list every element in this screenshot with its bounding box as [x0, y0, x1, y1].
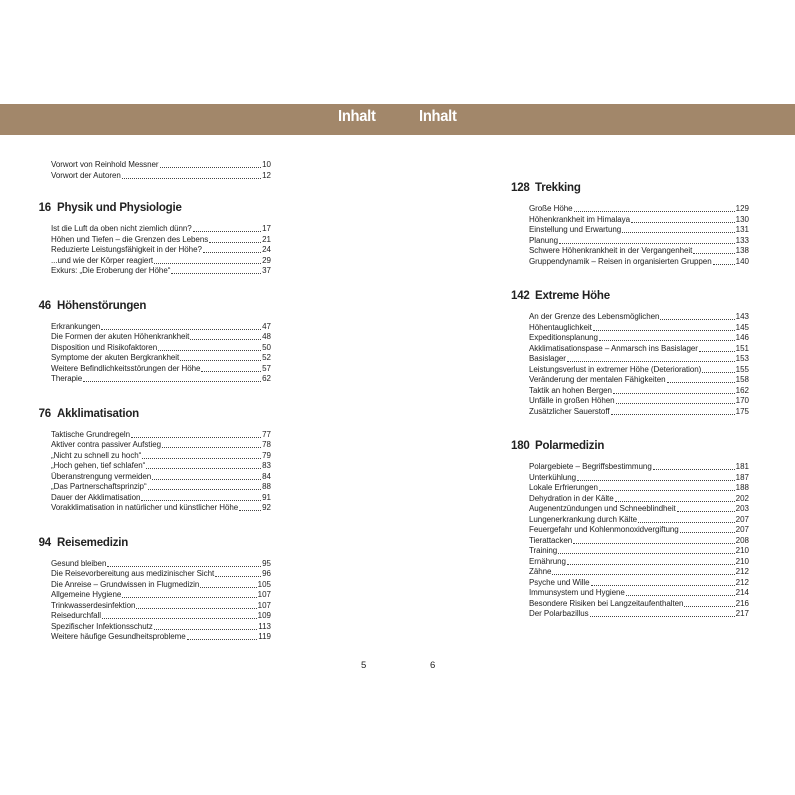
toc-entry-title: Große Höhe — [529, 204, 573, 213]
dot-leader — [613, 393, 735, 394]
toc-entry — [529, 365, 749, 376]
toc-entry-page: 170 — [735, 396, 749, 405]
toc-entry-page: 84 — [262, 471, 271, 481]
toc-entry-title: Allgemeine Hygiene — [51, 590, 122, 599]
toc-entry-page: 207 — [735, 525, 749, 534]
toc-entry-title: „Hoch gehen, tief schlafen“ — [51, 461, 146, 470]
toc-entry — [51, 622, 271, 633]
section-entries — [529, 312, 749, 417]
dot-leader — [599, 490, 735, 491]
intro-entries — [51, 160, 271, 181]
dot-leader — [131, 437, 261, 438]
toc-entry-title: Symptome der akuten Bergkrankheit — [51, 353, 180, 362]
toc-entry-title: Unterkühlung — [529, 472, 576, 482]
toc-entry — [529, 504, 749, 515]
toc-entry-title: Augenentzündungen und Schneeblindheit — [529, 504, 676, 513]
toc-entry-page: 131 — [735, 225, 749, 234]
section-heading — [511, 290, 749, 308]
toc-entry-page: 83 — [262, 461, 271, 470]
toc-entry-title: „Das Partnerschaftsprinzip“ — [51, 482, 147, 491]
dot-leader — [591, 585, 735, 586]
dot-leader — [702, 372, 734, 373]
dot-leader — [160, 167, 262, 168]
toc-entry-page: 92 — [262, 503, 271, 512]
toc-entry-page: 57 — [262, 363, 271, 373]
toc-entry-title: Höhenkrankheit im Himalaya — [529, 214, 630, 224]
toc-entry-title: Trinkwasserdesinfektion — [51, 600, 136, 610]
dot-leader — [83, 381, 261, 382]
toc-entry-page: 207 — [735, 514, 749, 524]
section-heading — [33, 408, 271, 426]
toc-entry — [51, 590, 271, 601]
toc-entry — [529, 246, 749, 257]
toc-entry-title: Ist die Luft da oben nicht ziemlich dünn? — [51, 224, 192, 233]
toc-entry-page: 129 — [735, 204, 749, 213]
section-title: Akklimatisation — [57, 407, 139, 420]
dot-leader — [193, 231, 261, 232]
toc-entry-page: 78 — [262, 440, 271, 449]
toc-entry-title: Zusätzlicher Sauerstoff — [529, 406, 610, 416]
dot-leader — [638, 522, 735, 523]
dot-leader — [567, 361, 735, 362]
toc-entry-title: Besondere Risiken bei Langzeitaufenthalten — [529, 598, 684, 608]
toc-entry-page: 62 — [262, 374, 271, 383]
dot-leader — [107, 566, 261, 567]
toc-entry-page: 212 — [735, 577, 749, 587]
section-heading — [511, 440, 749, 458]
dot-leader — [200, 587, 256, 588]
toc-entry — [51, 171, 271, 182]
toc-entry — [529, 557, 749, 568]
toc-entry-page: 29 — [262, 255, 271, 265]
dot-leader — [190, 339, 261, 340]
dot-leader — [574, 211, 735, 212]
toc-entry — [529, 204, 749, 215]
dot-leader — [171, 273, 261, 274]
section-entries — [51, 322, 271, 385]
dot-leader — [684, 606, 734, 607]
toc-section — [33, 300, 271, 385]
toc-entry — [529, 215, 749, 226]
toc-entry — [51, 580, 271, 591]
section-entries — [51, 224, 271, 277]
right-sections — [511, 182, 749, 620]
dot-leader — [136, 608, 256, 609]
section-entries — [51, 430, 271, 514]
dot-leader — [631, 222, 735, 223]
section-heading — [511, 182, 749, 200]
section-entries — [51, 559, 271, 643]
toc-entry-page: 162 — [735, 385, 749, 395]
toc-entry — [529, 515, 749, 526]
toc-entry-title: Therapie — [51, 374, 83, 383]
toc-entry — [529, 354, 749, 365]
toc-entry-page: 21 — [262, 234, 271, 244]
dot-leader — [677, 511, 735, 512]
page-number-left: 5 — [361, 660, 367, 671]
toc-entry-title: Höhentauglichkeit — [529, 322, 592, 332]
toc-entry-title: Gesund bleiben — [51, 558, 107, 568]
toc-entry-title: Expeditionsplanung — [529, 333, 598, 342]
toc-entry — [51, 224, 271, 235]
toc-entry — [529, 567, 749, 578]
toc-entry-title: Reisedurchfall — [51, 611, 101, 620]
toc-entry-title: Vorakklimatisation in natürlicher und künstlicher Höhe — [51, 503, 239, 512]
dot-leader — [552, 574, 734, 575]
toc-entry — [51, 374, 271, 385]
toc-entry — [529, 375, 749, 386]
dot-leader — [239, 510, 261, 511]
toc-entry-title: Erkrankungen — [51, 321, 101, 331]
header-band — [0, 104, 795, 135]
section-entries — [529, 204, 749, 267]
toc-entry-title: Immunsystem und Hygiene — [529, 588, 625, 597]
toc-entry-title: Vorwort von Reinhold Messner — [51, 160, 159, 169]
toc-entry — [51, 440, 271, 451]
section-page-number: 16 — [38, 202, 51, 214]
toc-entry-page: 95 — [262, 558, 271, 568]
dot-leader — [122, 597, 256, 598]
dot-leader — [626, 595, 735, 596]
toc-entry — [529, 588, 749, 599]
toc-entry-title: Aktiver contra passiver Aufstieg — [51, 440, 162, 449]
toc-entry-page: 24 — [262, 245, 271, 254]
toc-entry-title: Spezifischer Infektionsschutz — [51, 621, 153, 631]
toc-entry — [529, 578, 749, 589]
dot-leader — [215, 576, 261, 577]
toc-entry-title: Ernährung — [529, 556, 566, 566]
toc-entry-page: 217 — [735, 609, 749, 618]
toc-entry — [51, 611, 271, 622]
dot-leader — [559, 243, 735, 244]
toc-entry-title: Unfälle in großen Höhen — [529, 396, 615, 405]
toc-entry — [51, 461, 271, 472]
toc-column-left — [33, 160, 271, 666]
toc-entry — [529, 599, 749, 610]
dot-leader — [102, 618, 257, 619]
toc-entry-page: 107 — [257, 600, 271, 610]
toc-entry-title: Höhen und Tiefen – die Grenzen des Lebens — [51, 234, 209, 244]
toc-entry-page: 17 — [262, 224, 271, 233]
dot-leader — [142, 458, 261, 459]
dot-leader — [567, 564, 735, 565]
dot-leader — [713, 264, 735, 265]
toc-entry-page: 12 — [262, 170, 271, 180]
toc-entry-title: Die Reisevorbereitung aus medizinischer Sicht — [51, 569, 215, 578]
dot-leader — [180, 360, 261, 361]
dot-leader — [593, 330, 735, 331]
toc-entry-title: Überanstrengung vermeiden — [51, 471, 152, 481]
dot-leader — [680, 532, 735, 533]
toc-entry-title: Training — [529, 546, 558, 555]
toc-entry-page: 216 — [735, 598, 749, 608]
toc-entry — [51, 353, 271, 364]
toc-entry — [529, 386, 749, 397]
toc-entry-title: Tierattacken — [529, 535, 573, 545]
dot-leader — [599, 340, 735, 341]
toc-entry-title: Zähne — [529, 567, 552, 576]
toc-entry-title: Polargebiete – Begriffsbestimmung — [529, 462, 652, 471]
toc-entry-title: Weitere häufige Gesundheitsprobleme — [51, 632, 186, 641]
toc-entry-title: Dauer der Akklimatisation — [51, 492, 141, 502]
toc-section — [511, 182, 749, 267]
toc-section — [511, 440, 749, 620]
toc-entry-title: Gruppendynamik – Reisen in organisierten Gruppen — [529, 256, 712, 266]
toc-entry-page: 143 — [735, 312, 749, 321]
toc-entry — [51, 493, 271, 504]
toc-entry-title: Exkurs: „Die Eroberung der Höhe“ — [51, 266, 171, 275]
dot-leader — [693, 253, 734, 254]
toc-entry — [529, 525, 749, 536]
toc-entry — [51, 235, 271, 246]
dot-leader — [616, 403, 735, 404]
dot-leader — [101, 329, 261, 330]
dot-leader — [154, 629, 258, 630]
toc-entry-page: 181 — [735, 462, 749, 471]
toc-entry-title: Taktische Grundregeln — [51, 429, 130, 439]
toc-entry — [51, 245, 271, 256]
dot-leader — [611, 414, 735, 415]
toc-entry — [529, 323, 749, 334]
toc-entry-page: 130 — [735, 214, 749, 224]
toc-entry-title: Einstellung und Erwartung — [529, 225, 622, 234]
toc-entry-page: 48 — [262, 332, 271, 341]
toc-entry-title: Dehydration in der Kälte — [529, 493, 614, 503]
toc-entry-page: 107 — [257, 590, 271, 599]
toc-entry-page: 188 — [735, 483, 749, 492]
toc-entry — [529, 407, 749, 418]
toc-entry — [529, 473, 749, 484]
toc-entry-page: 77 — [262, 429, 271, 439]
toc-entry-title: Basislager — [529, 354, 566, 363]
toc-entry-page: 210 — [735, 556, 749, 566]
toc-entry-title: An der Grenze des Lebensmöglichen — [529, 312, 660, 321]
toc-entry-page: 88 — [262, 482, 271, 491]
toc-entry-title: Planung — [529, 235, 559, 245]
section-title: Physik und Physiologie — [57, 202, 182, 214]
toc-entry-page: 109 — [257, 611, 271, 620]
toc-entry — [529, 312, 749, 323]
toc-entry — [529, 546, 749, 557]
toc-entry-page: 50 — [262, 342, 271, 352]
toc-entry-title: Psyche und Wille — [529, 577, 590, 587]
toc-entry-page: 187 — [735, 472, 749, 482]
toc-entry — [51, 266, 271, 277]
dot-leader — [209, 242, 261, 243]
header-title-left: Inhalt — [338, 108, 376, 125]
toc-entry — [51, 332, 271, 343]
page-number-right: 6 — [430, 660, 436, 671]
toc-entry-title: Feuergefahr und Kohlenmonoxidvergiftung — [529, 525, 679, 534]
toc-entry — [51, 482, 271, 493]
toc-entry — [51, 430, 271, 441]
toc-entry-page: 138 — [735, 246, 749, 255]
toc-entry-page: 133 — [735, 235, 749, 245]
toc-entry-page: 52 — [262, 353, 271, 362]
toc-entry — [51, 559, 271, 570]
toc-entry — [529, 483, 749, 494]
section-title: Trekking — [535, 182, 581, 194]
section-title: Extreme Höhe — [535, 290, 610, 302]
toc-entry-page: 158 — [735, 375, 749, 384]
toc-entry-title: Die Formen der akuten Höhenkrankheit — [51, 332, 190, 341]
toc-entry — [51, 322, 271, 333]
toc-entry-title: ...und wie der Körper reagiert — [51, 255, 154, 265]
toc-section — [33, 408, 271, 514]
toc-entry-title: Taktik an hohen Bergen — [529, 385, 612, 395]
dot-leader — [699, 351, 735, 352]
toc-entry-page: 96 — [262, 569, 271, 578]
toc-entry-title: Lungenerkrankung durch Kälte — [529, 514, 638, 524]
dot-leader — [577, 480, 735, 481]
toc-entry-title: Schwere Höhenkrankheit in der Vergangenheit — [529, 246, 693, 255]
dot-leader — [201, 371, 261, 372]
toc-entry — [51, 472, 271, 483]
dot-leader — [622, 232, 734, 233]
section-page-number: 128 — [511, 182, 530, 194]
section-heading — [33, 300, 271, 318]
toc-entry-title: Die Anreise – Grundwissen in Flugmedizin — [51, 579, 200, 589]
toc-entry — [51, 601, 271, 612]
toc-entry — [529, 344, 749, 355]
section-heading — [33, 202, 271, 220]
toc-entry — [529, 609, 749, 620]
toc-entry-page: 105 — [257, 579, 271, 589]
toc-entry-page: 79 — [262, 450, 271, 460]
section-page-number: 180 — [511, 440, 530, 452]
toc-section — [511, 290, 749, 417]
dot-leader — [122, 178, 261, 179]
dot-leader — [141, 500, 261, 501]
dot-leader — [152, 479, 261, 480]
header-title-right: Inhalt — [419, 108, 457, 125]
toc-entry — [529, 462, 749, 473]
toc-entry — [529, 494, 749, 505]
dot-leader — [162, 447, 261, 448]
dot-leader — [667, 382, 735, 383]
toc-entry — [51, 632, 271, 643]
section-title: Reisemedizin — [57, 536, 129, 549]
dot-leader — [615, 501, 735, 502]
toc-entry-title: Reduzierte Leistungsfähigkeit in der Höhe? — [51, 245, 202, 254]
toc-entry-title: Vorwort der Autoren — [51, 170, 121, 180]
toc-entry — [51, 569, 271, 580]
dot-leader — [660, 319, 734, 320]
toc-entry-page: 113 — [258, 621, 271, 631]
toc-entry — [529, 225, 749, 236]
dot-leader — [158, 350, 261, 351]
toc-entry-page: 37 — [262, 266, 271, 275]
toc-entry-page: 10 — [262, 160, 271, 169]
toc-entry-title: Lokale Erfrierungen — [529, 483, 598, 492]
section-page-number: 94 — [38, 536, 51, 549]
toc-entry — [529, 236, 749, 247]
section-page-number: 76 — [38, 407, 51, 420]
toc-entry-page: 145 — [735, 322, 749, 332]
toc-entry-title: Akklimatisationspase – Anmarsch ins Basislager — [529, 343, 698, 353]
toc-section — [33, 202, 271, 277]
toc-entry-title: Veränderung der mentalen Fähigkeiten — [529, 375, 666, 384]
section-heading — [33, 537, 271, 555]
toc-entry-page: 212 — [735, 567, 749, 576]
dot-leader — [203, 252, 261, 253]
toc-entry — [529, 536, 749, 547]
toc-entry-title: Disposition und Risikofaktoren — [51, 342, 158, 352]
toc-entry — [51, 160, 271, 171]
toc-entry-title: Weitere Befindlichkeitsstörungen der Höhe — [51, 363, 201, 373]
toc-entry-title: Der Polarbazillus — [529, 609, 589, 618]
toc-entry — [51, 364, 271, 375]
toc-entry-page: 155 — [735, 364, 749, 374]
section-page-number: 46 — [38, 299, 51, 312]
section-title: Höhenstörungen — [57, 299, 147, 312]
toc-entry-title: „Nicht zu schnell zu hoch“ — [51, 450, 142, 460]
section-entries — [529, 462, 749, 620]
dot-leader — [146, 468, 261, 469]
dot-leader — [573, 543, 735, 544]
toc-entry-page: 202 — [735, 493, 749, 503]
toc-entry-title: Leistungsverlust in extremer Höhe (Deterioration) — [529, 364, 702, 374]
toc-entry — [51, 343, 271, 354]
dot-leader — [187, 639, 258, 640]
toc-entry — [529, 333, 749, 344]
toc-entry-page: 214 — [735, 588, 749, 597]
toc-entry-page: 151 — [735, 343, 749, 353]
toc-entry-page: 140 — [735, 256, 749, 266]
section-page-number: 142 — [511, 290, 530, 302]
section-title: Polarmedizin — [535, 440, 605, 452]
toc-entry — [529, 257, 749, 268]
toc-entry-page: 146 — [735, 333, 749, 342]
dot-leader — [653, 469, 735, 470]
toc-entry-page: 175 — [735, 406, 749, 416]
toc-entry-page: 153 — [735, 354, 749, 363]
toc-entry — [51, 503, 271, 514]
dot-leader — [558, 553, 734, 554]
toc-entry — [51, 451, 271, 462]
dot-leader — [154, 263, 261, 264]
toc-entry — [529, 396, 749, 407]
toc-entry-page: 119 — [258, 632, 271, 641]
toc-column-right — [511, 182, 749, 643]
left-sections — [33, 202, 271, 643]
toc-entry-page: 203 — [735, 504, 749, 513]
toc-entry-page: 47 — [262, 321, 271, 331]
toc-entry-page: 91 — [262, 492, 271, 502]
dot-leader — [590, 616, 735, 617]
dot-leader — [148, 489, 262, 490]
toc-entry — [51, 256, 271, 267]
toc-entry-page: 210 — [735, 546, 749, 555]
toc-entry-page: 208 — [735, 535, 749, 545]
toc-section — [33, 537, 271, 643]
